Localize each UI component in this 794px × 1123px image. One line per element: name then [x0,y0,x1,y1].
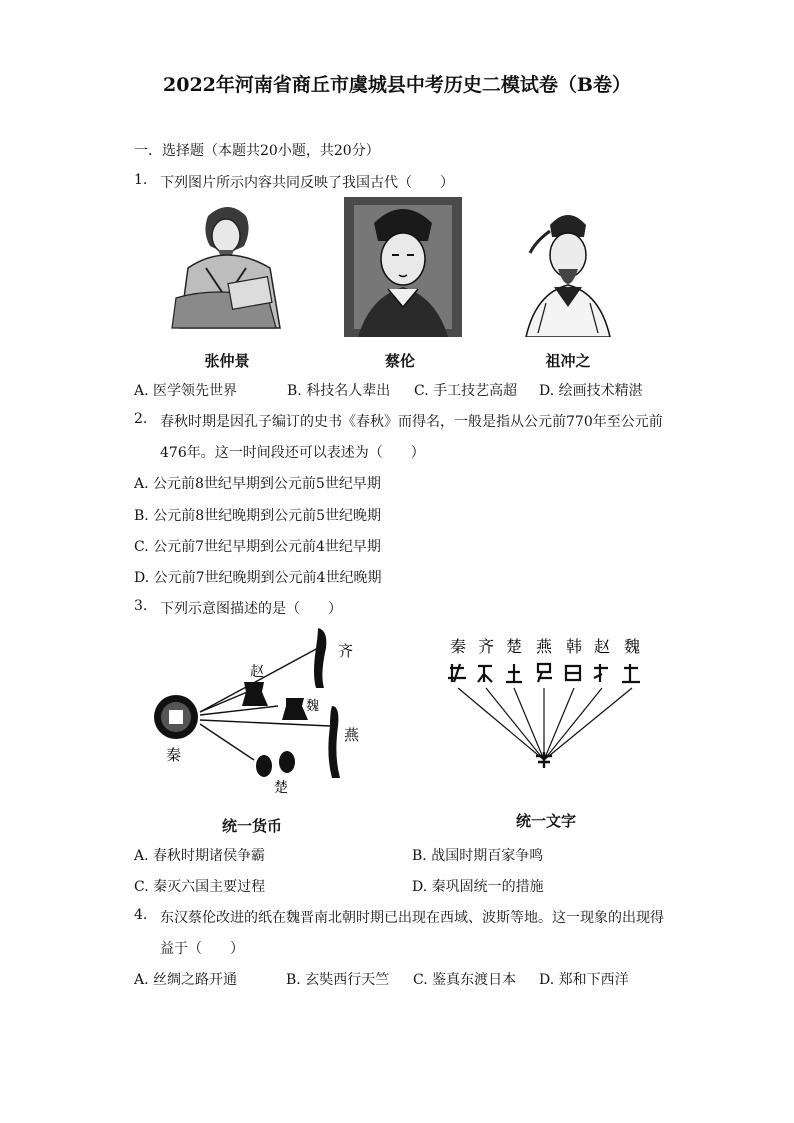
q4-option-a: A. 丝绸之路开通 [134,972,238,988]
label-yan: 燕 [344,726,360,744]
q1-caption-zu-chongzhi: 祖冲之 [545,352,591,370]
chu-coin-icon [256,755,272,777]
paper-title: 2022年河南省商丘市虞城县中考历史二模试卷（B卷） [163,74,631,96]
q4-number: 4. [134,907,148,923]
q1-option-c: C. 手工技艺高超 [414,383,518,399]
q2-number: 2. [134,411,148,427]
q2-option-c: C. 公元前7世纪早期到公元前4世纪早期 [134,539,381,555]
portrait-cai-lun [344,197,462,337]
q3-option-b: B. 战国时期百家争鸣 [412,848,544,864]
q2-stem-line2: 476年。这一时间段还可以表述为（ ） [160,445,425,461]
q3-number: 3. [134,598,148,614]
label-zhao: 赵 [250,664,264,680]
ancient-glyphs [448,664,640,682]
section-header: 一．选择题（本题共20小题，共20分） [134,143,380,159]
q3-stem: 下列示意图描述的是（ ） [160,601,342,617]
qin-coin-icon [154,695,198,739]
q4-option-b: B. 玄奘西行天竺 [286,972,390,988]
writing-caption: 统一文字 [515,812,576,830]
q2-option-b: B. 公元前8世纪晚期到公元前5世纪晚期 [134,508,382,524]
q1-stem: 下列图片所示内容共同反映了我国古代（ ） [160,175,454,191]
zhao-spade-coin-icon [242,682,268,706]
label-qin: 秦 [166,746,182,764]
q3-option-a: A. 春秋时期诸侯争霸 [134,848,266,864]
writing-state-chu: 楚 [505,637,523,656]
writing-state-qi: 齐 [477,637,495,656]
label-wei: 魏 [306,699,320,714]
q1-option-d: D. 绘画技术精湛 [539,383,643,399]
q4-stem-line1: 东汉蔡伦改进的纸在魏晋南北朝时期已出现在西域、波斯等地。这一现象的出现得 [160,910,664,926]
q3-option-d: D. 秦巩固统一的措施 [412,879,544,895]
writing-state-wei: 魏 [623,637,641,656]
q1-option-a: A. 医学领先世界 [134,383,238,399]
q2-option-d: D. 公元前7世纪晚期到公元前4世纪晚期 [134,570,382,586]
chu-coin-icon [279,751,295,773]
writing-state-zhao: 赵 [593,637,611,656]
yan-knife-coin-icon [328,706,340,778]
q1-caption-cai-lun: 蔡伦 [384,352,415,370]
q2-stem-line1: 春秋时期是因孔子编订的史书《春秋》而得名，一般是指从公元前770年至公元前 [160,414,663,430]
q4-option-d: D. 郑和下西洋 [539,972,629,988]
q1-number: 1. [134,172,148,188]
label-qi: 齐 [338,642,354,660]
portrait-zhang-zhongjing [168,198,286,336]
qi-knife-coin-icon [314,628,326,688]
currency-caption: 统一货币 [221,817,282,835]
q2-option-a: A. 公元前8世纪早期到公元前5世纪早期 [134,476,381,492]
writing-state-han: 韩 [565,637,583,656]
label-chu: 楚 [274,780,288,796]
q1-option-b: B. 科技名人辈出 [287,383,391,399]
q4-stem-line2: 益于（ ） [160,941,244,957]
q1-caption-zhang-zhongjing: 张仲景 [204,352,250,370]
q3-option-c: C. 秦灭六国主要过程 [134,879,266,895]
qin-seal-script-icon [536,752,552,768]
writing-state-yan: 燕 [535,637,553,656]
writing-state-qin: 秦 [449,637,467,656]
writing-diagram [438,632,658,772]
portrait-zu-chongzhi [516,203,620,337]
currency-diagram [140,620,380,800]
wei-spade-coin-icon [282,698,308,720]
q4-option-c: C. 鉴真东渡日本 [413,972,517,988]
